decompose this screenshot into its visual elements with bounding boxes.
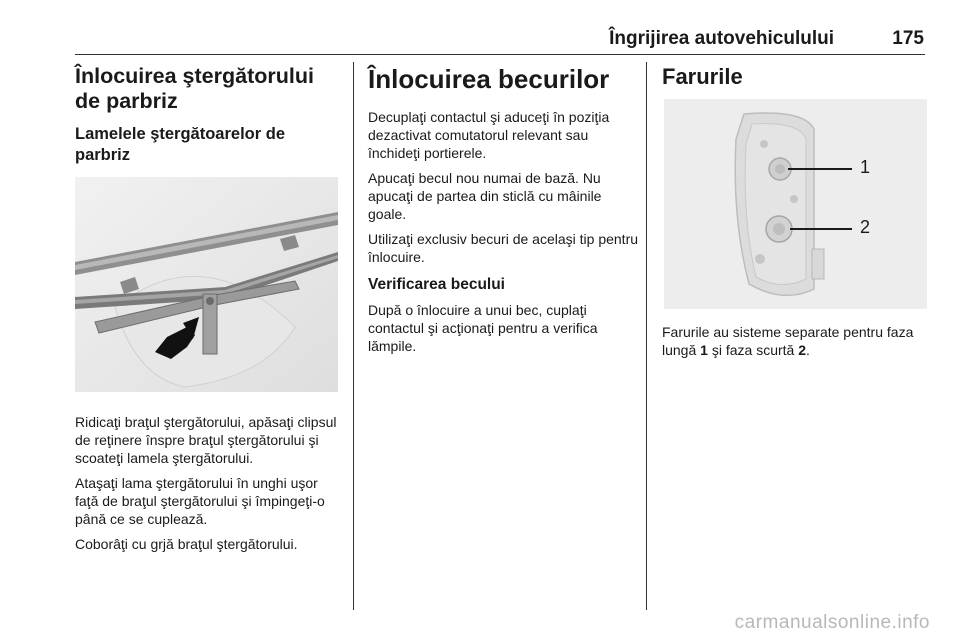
paragraph-wiper-attach: Ataşaţi lama ştergătorului în unghi uşor faţă de braţul ştergătorului şi împingeţi-o până ce se cuplează. bbox=[75, 475, 325, 527]
wiper-arm-drawing bbox=[75, 177, 338, 392]
column-wiper bbox=[75, 64, 343, 553]
running-header-title: Îngrijirea autovehiculului bbox=[609, 28, 834, 49]
paragraph-bulbs-2: Apucaţi becul nou numai de bază. Nu apucaţi de partea din sticlă cu mâinile goale. bbox=[368, 170, 602, 222]
paragraph-headlamps bbox=[662, 323, 930, 359]
column-headlamps bbox=[662, 64, 930, 359]
paragraph-bulbs-3: Utilizaţi exclusiv becuri de acelaşi tip pentru înlocuire. bbox=[368, 231, 639, 265]
section-heading-wiper: Înlocuirea ştergătorului de parbriz bbox=[75, 64, 314, 113]
paragraph-headlamps-text-3: . bbox=[806, 342, 810, 358]
headlamp-drawing bbox=[664, 99, 927, 309]
paragraph-headlamps-text-1: Farurile au sisteme separate pentru faza lungă bbox=[662, 324, 914, 358]
wiper-illustration bbox=[75, 177, 338, 392]
section-heading-bulbs: Înlocuirea becurilor bbox=[368, 64, 610, 94]
paragraph-wiper-removal: Ridicaţi braţul ştergătorului, apăsaţi clipsul de reţinere înspre braţul ştergătorului şi scoateţi lamela ştergătorului. bbox=[75, 414, 337, 466]
section-heading-headlamps: Farurile bbox=[662, 64, 743, 89]
column-divider-right bbox=[646, 62, 647, 610]
header-rule bbox=[75, 54, 925, 55]
paragraph-bulb-check: După o înlocuire a unui bec, cuplaţi contactul şi acţionaţi pentru a verifica lămpile. bbox=[368, 302, 598, 354]
subheading-wiper-blades: Lamelele ştergătoarelor de parbriz bbox=[75, 125, 286, 164]
high-beam-number: 1 bbox=[700, 342, 708, 358]
paragraph-headlamps-text-2: şi faza scurtă bbox=[707, 342, 799, 358]
page-number: 175 bbox=[892, 28, 924, 49]
low-beam-number: 2 bbox=[798, 342, 807, 358]
headlamp-illustration bbox=[664, 99, 927, 309]
subheading-bulb-check: Verificarea becului bbox=[368, 276, 505, 293]
column-bulbs bbox=[368, 64, 638, 355]
watermark: carmanualsonline.info bbox=[734, 612, 930, 633]
paragraph-wiper-lower: Coborâţi cu grjă braţul ştergătorului. bbox=[75, 536, 298, 552]
callout-label-1: 1 bbox=[860, 157, 871, 177]
callout-label-2: 2 bbox=[860, 217, 871, 237]
paragraph-bulbs-1: Decuplaţi contactul şi aduceţi în poziţia dezactivat comutatorul relevant sau închideţi portierele. bbox=[368, 109, 610, 161]
column-divider-left bbox=[353, 62, 354, 610]
